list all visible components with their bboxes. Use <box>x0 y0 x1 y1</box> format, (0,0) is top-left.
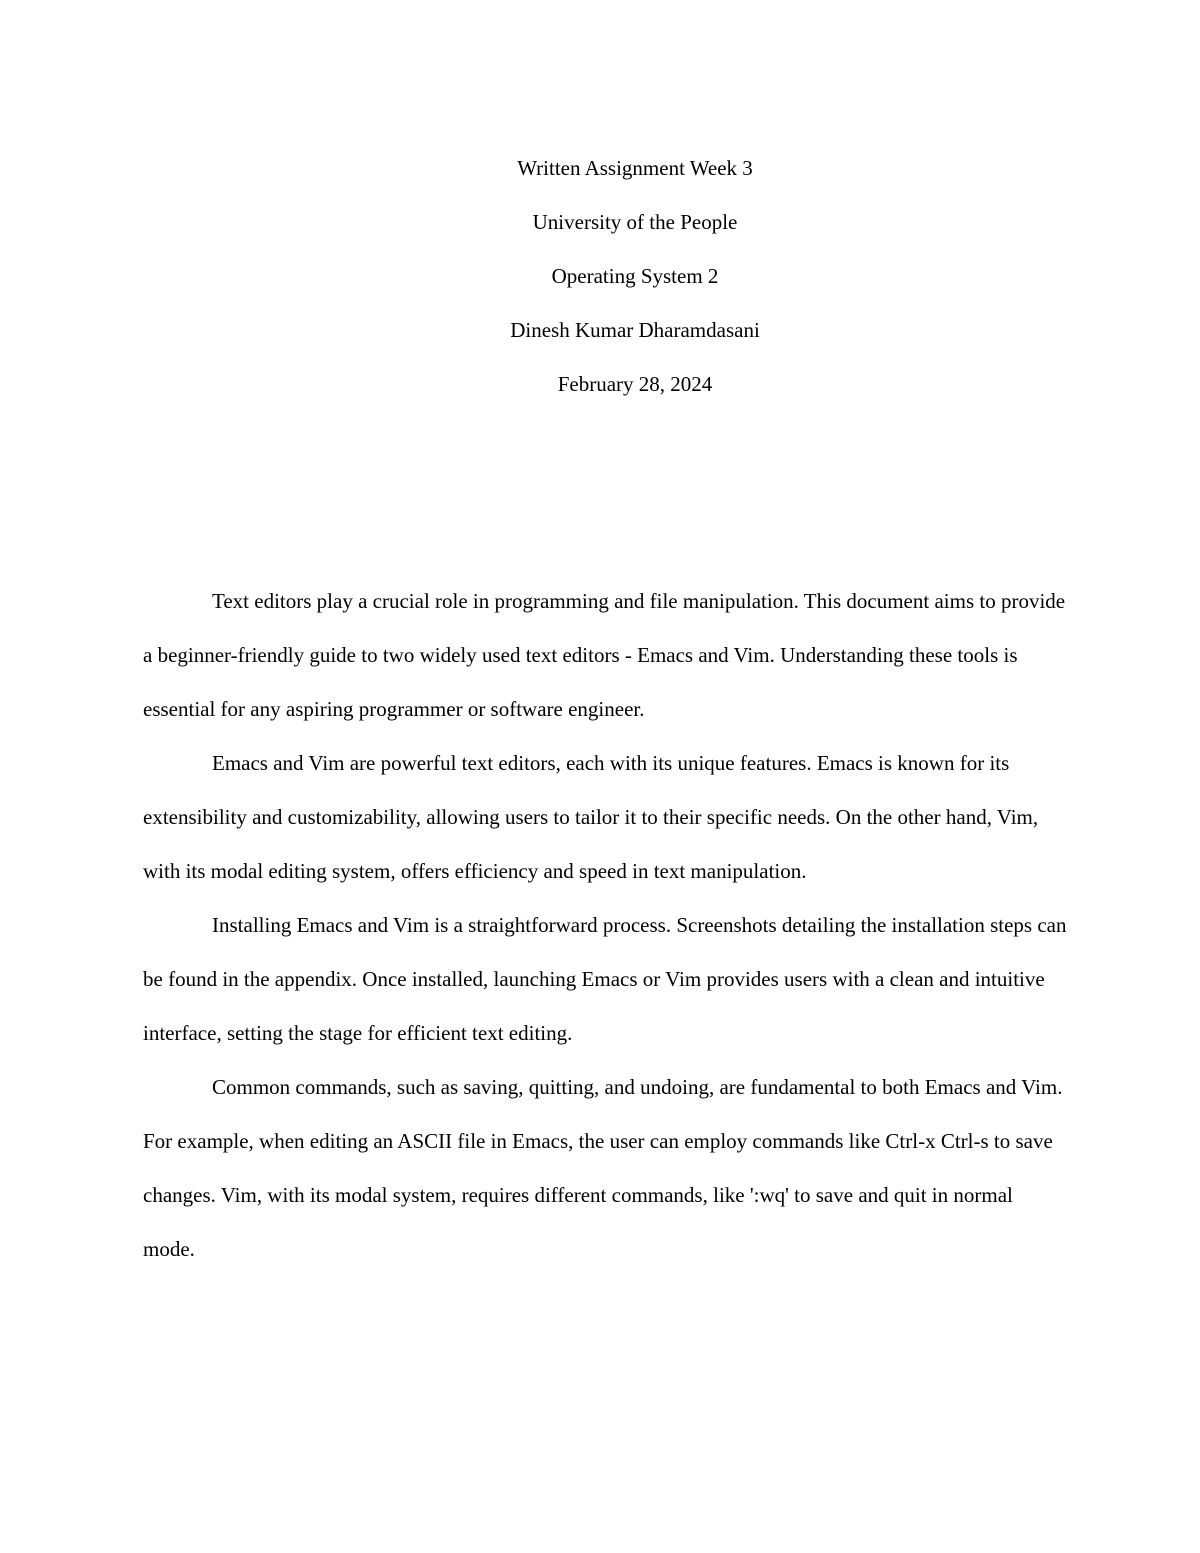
course-name: Operating System 2 <box>551 264 719 288</box>
paragraph-editor-overview: Emacs and Vim are powerful text editors, each with its unique features. Emacs is known for its extensibility and customizability, allowing users to tailor it to their specific needs. On the other hand, Vim, with its modal editing system, offers efficiency and speed in text manipulation. <box>143 751 1039 883</box>
title-block <box>0 141 1200 411</box>
paragraph-installation: Installing Emacs and Vim is a straightforward process. Screenshots detailing the installation steps can be found in the appendix. Once installed, launching Emacs or Vim provides users with a clean and intuitive interface, setting the stage for efficient text editing. <box>143 913 1067 1045</box>
institution-name: University of the People <box>532 210 738 234</box>
paragraph-common-commands: Common commands, such as saving, quitting, and undoing, are fundamental to both Emacs and Vim. For example, when editing an ASCII file in Emacs, the user can employ commands like Ctrl-x Ctrl-s to save changes. Vim, with its modal system, requires different commands, like ':wq' to save and quit in normal mode. <box>143 1075 1063 1261</box>
document-body <box>143 574 1068 1276</box>
submission-date: February 28, 2024 <box>557 372 713 396</box>
paragraph-introduction: Text editors play a crucial role in programming and file manipulation. This document aims to provide a beginner-friendly guide to two widely used text editors - Emacs and Vim. Understanding these tools is essential for any aspiring programmer or software engineer. <box>143 589 1066 721</box>
assignment-title: Written Assignment Week 3 <box>517 156 753 180</box>
author-name: Dinesh Kumar Dharamdasani <box>510 318 760 342</box>
